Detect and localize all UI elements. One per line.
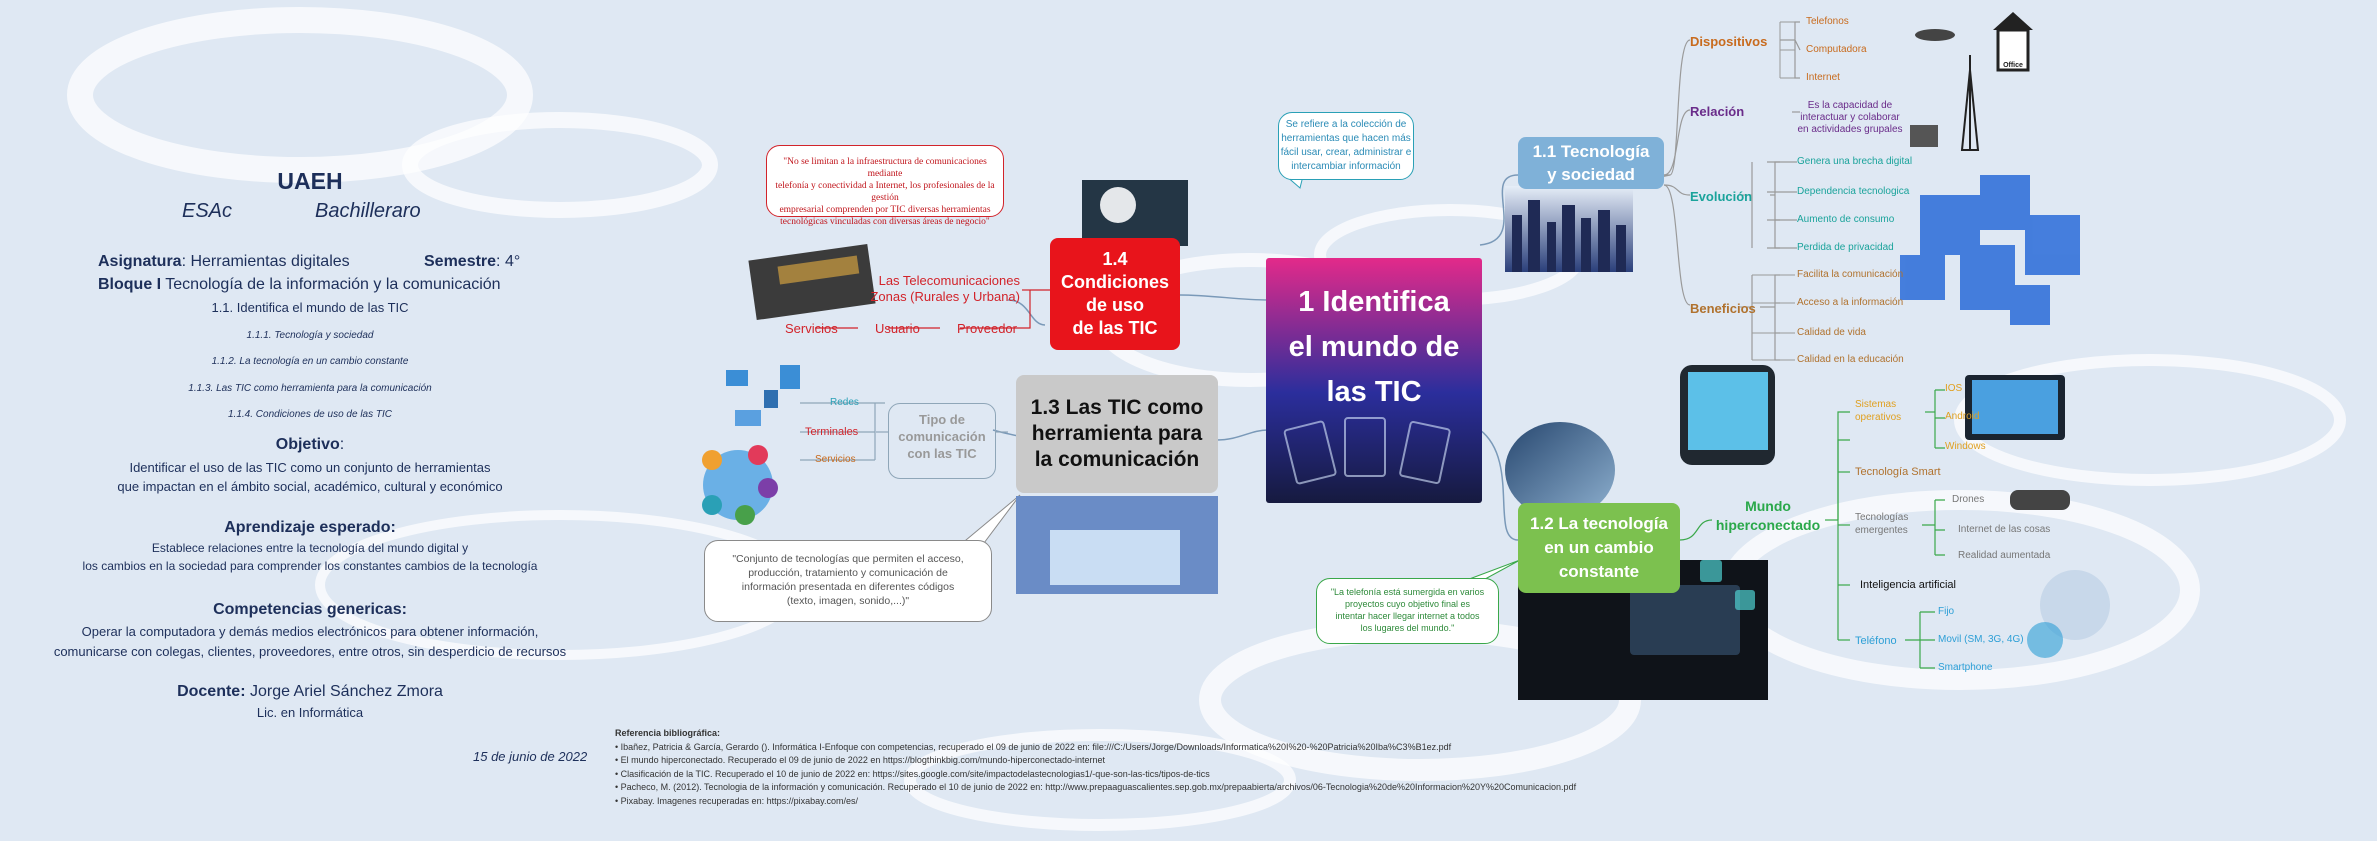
semester-line [424,253,520,271]
subtopic-4: 1.1.4. Condiciones de uso de las TIC [228,409,392,420]
block-label: Bloque I [98,276,162,293]
smart-tech: Tecnología Smart [1855,466,1941,478]
objective-title: Objetivo: [275,436,345,453]
hyperconnected-world-label[interactable]: Mundo hiperconectado [1715,498,1821,533]
benefit-item: Calidad de vida [1797,327,1866,338]
center-node[interactable] [1266,280,1482,415]
emerging-item: Internet de las cosas [1958,524,2051,535]
semester-value: : 4° [496,253,521,270]
os-item: Android [1945,411,1980,422]
references [615,727,1576,808]
subject-line [98,253,350,271]
reference-item: • Clasificación de la TIC. Recuperado el 10 de junio de 2022 en: https://sites.google.com/site/impactodelastecnologias1/-que-son-las-tics/tipos-de-tics [615,768,1210,779]
office-icon: Office [2003,62,2023,69]
teacher-title: Lic. en Informática [256,705,364,720]
reference-item: • Pixabay. Imagenes recuperadas en: https://pixabay.com/es/ [615,795,858,806]
benefit-item: Facilita la comunicación [1797,269,1904,280]
reference-item: • Pacheco, M. (2012). Tecnologia de la información y comunicación. Recuperado el 10 de junio de 2022 en: http://www.prepaaguascalientes.sep.gob.mx/prepaabierta/archivos/06-Tecnologia%20de%20Informacion%20Y%20Comunicacion.pdf [615,782,1577,792]
objective-line-1: Identificar el uso de las TIC como un conjunto de herramientas [129,460,491,475]
topic-1-2-card[interactable] [1518,503,1680,593]
relation-desc: Es la capacidad de interactuar y colaborar en actividades grupales [1797,100,1903,135]
school-level: Bachilleraro [315,200,421,222]
benefit-item: Calidad en la educación [1797,354,1904,365]
topic-1-4-line: 1.4 Condiciones [1060,249,1169,292]
phone-item: Movil (SM, 3G, 4G) [1938,634,2024,645]
block-value: Tecnología de la información y la comunicación [161,276,501,293]
device-item: Telefonos [1806,16,1849,27]
os-item: IOS [1945,383,1963,394]
emerging-item: Realidad aumentada [1958,550,2051,561]
os-label: Sistemas operativos [1855,399,1902,423]
topic-title: 1.1. Identifica el mundo de las TIC [211,300,409,315]
phone-item: Fijo [1938,606,1955,617]
center-title-line: el mundo de [1288,331,1460,363]
relation-label[interactable]: Relación [1690,104,1745,119]
topic-1-1-line: y sociedad [1547,165,1635,184]
topic-1-2-line: 1.2 La tecnología [1530,514,1668,533]
topic-1-3-line: 1.3 Las TIC como [1030,396,1204,419]
phone-label: Teléfono [1855,635,1897,647]
competences-line-2: comunicarse con colegas, clientes, proveedores, entre otros, sin desperdicio de recursos [53,644,567,659]
subject-value: : Herramientas digitales [181,253,350,270]
evolution-item: Aumento de consumo [1797,214,1895,225]
device-item: Computadora [1806,44,1867,55]
provider-item: Proveedor [957,321,1017,336]
reference-item: • El mundo hiperconectado. Recuperado el 09 de junio de 2022 en https://blogthinkbig.com/mundo-hiperconectado-internet [615,755,1105,765]
ai-item: Inteligencia artificial [1860,579,1956,591]
comm-type-item: Redes [830,397,859,408]
evolution-item: Perdida de privacidad [1797,242,1894,253]
topic-1-3-line: la comunicación [1034,448,1200,471]
objective-line-2: que impactan en el ámbito social, académico, cultural y económico [117,479,503,494]
block-line [98,276,501,294]
references-title: Referencia bibliográfica: [615,728,721,738]
competences-title: Competencias genericas: [213,601,407,618]
topic-1-1-line: 1.1 Tecnología [1532,142,1650,161]
teacher-line: Docente: Jorge Ariel Sánchez Zmora [177,683,443,700]
services-item: Servicios [785,321,838,336]
comm-type-item: Servicios [815,454,856,465]
emerging-tech-label: Tecnologías emergentes [1855,512,1909,536]
topic-1-4-card[interactable] [1050,238,1180,350]
subtopic-2: 1.1.2. La tecnología en un cambio constante [211,356,409,367]
emerging-item: Drones [1952,494,1985,505]
topic-1-1-bubble: Se refiere a la colección de herramientas que hacen más fácil usar, crear, administrar e intercambiar información [1278,112,1414,180]
topic-1-2-line: en un cambio [1544,538,1654,557]
topic-1-2-bubble: "La telefonía está sumergida en varios proyectos cuyo objetivo final es intentar hacer llegar internet a todos los lugares del mundo." [1316,578,1499,644]
subtopic-3: 1.1.3. Las TIC como herramienta para la comunicación [188,383,432,394]
communication-type-node[interactable]: Tipo de comunicación con las TIC [888,403,996,479]
device-item: Internet [1806,72,1840,83]
topic-1-3-line: herramienta para [1031,422,1203,445]
center-title-line: las TIC [1326,376,1422,408]
topic-1-1-card[interactable] [1518,137,1664,189]
evolution-item: Dependencia tecnologica [1797,186,1910,197]
semester-label: Semestre [424,253,497,270]
evolution-item: Genera una brecha digital [1797,156,1913,167]
university-name: UAEH [277,168,343,194]
subtopic-1: 1.1.1. Tecnología y sociedad [246,330,374,341]
topic-1-2-line: constante [1558,562,1640,581]
topic-1-4-line: de uso [1085,295,1144,315]
learning-title: Aprendizaje esperado: [224,519,396,536]
user-item: Usuario [875,321,920,336]
learning-line-2: los cambios en la sociedad para comprender los constantes cambios de la tecnología [82,559,538,573]
comm-type-item: Terminales [805,426,859,438]
topic-1-4-line: de las TIC [1072,318,1158,338]
subject-label: Asignatura [98,253,182,270]
topic-1-3-bubble: "Conjunto de tecnologías que permiten el acceso, producción, tratamiento y comunicación de información presentada en diferentes códigos (texto, imagen, sonido,...)" [704,540,992,622]
benefit-item: Acceso a la información [1797,297,1904,308]
school-name: ESAc [182,200,233,222]
competences-line-1: Operar la computadora y demás medios electrónicos para obtener información, [81,624,539,639]
learning-line-1: Establece relaciones entre la tecnología del mundo digital y [151,541,469,555]
topic-1-3-card[interactable] [1016,375,1218,493]
phone-item: Smartphone [1938,662,1993,673]
benefits-label[interactable]: Beneficios [1690,301,1756,316]
topic-1-4-bubble: "No se limitan a la infraestructura de comunicaciones mediante telefonía y conectividad a Internet, los profesionales de la gestión empresarial comprenden por TIC diversas herramientas tecnológicas vinculadas con diversas áreas de negocio" [766,145,1004,217]
telecom-node[interactable]: Las Telecomunicaciones Zonas (Rurales y Urbana) [870,273,1020,304]
devices-label[interactable]: Dispositivos [1690,34,1768,49]
date: 15 de junio de 2022 [473,749,588,764]
os-item: Windows [1945,441,1986,452]
evolution-label[interactable]: Evolución [1690,189,1753,204]
center-title-line: 1 Identifica [1298,286,1450,318]
reference-item: • Ibañez, Patricia & García, Gerardo (). Informática I-Enfoque con competencias, recuperado el 09 de junio de 2022 en: file:///C:/Users/Jorge/Downloads/Informatica%20I%20-%20Patricia%20Iba%C3%B1ez.pdf [615,741,1452,752]
